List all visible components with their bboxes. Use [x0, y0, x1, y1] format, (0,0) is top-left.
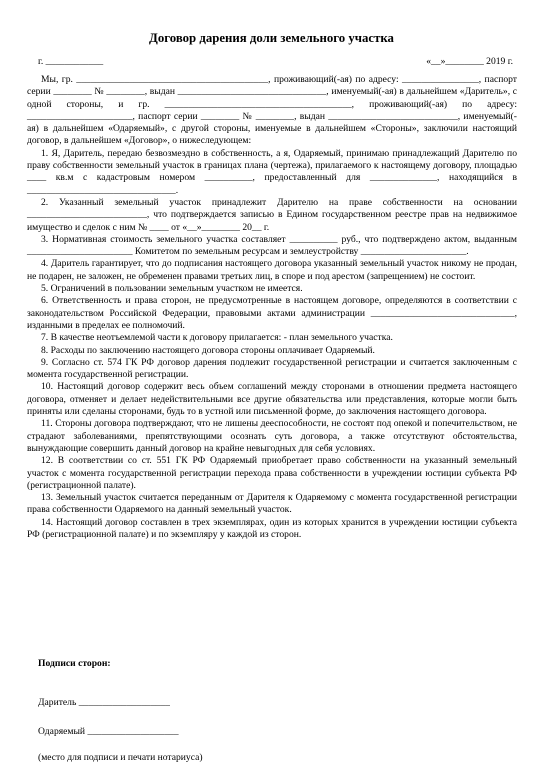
clause-7: 7. В качестве неотъемлемой части к договору прилагается: - план земельного участка. — [41, 332, 393, 344]
clause-2: 2. Указанный земельный участок принадлежит Дарителю на праве собственности на основании _________________________, что подтверждается записью в Едином государственном реестре прав на недвижимое имущество и сделок с ним № ____ от «__»________ 20__ г. — [27, 196, 517, 233]
clause-4: 4. Даритель гарантирует, что до подписания настоящего договора указанный земельный участок никому не продан, не подарен, не заложен, не обременен правами третьих лиц, в споре и под арестом (запрещением) не состоит. — [27, 258, 517, 282]
recipient-signature-line: Одаряемый ___________________ — [38, 726, 179, 737]
city-line: г. ____________ — [38, 56, 104, 67]
clause-12: 12. В соответствии со ст. 551 ГК РФ Одаряемый приобретает право собственности на указанный земельный участок с момента государственной регистрации перехода права собственности в учреждении юстиции субъекта РФ (регистрационной палате). — [27, 455, 517, 491]
clause-13: 13. Земельный участок считается переданным от Дарителя к Одаряемому с момента государственной регистрации права собственности Одаряемого на данный земельный участок. — [27, 492, 517, 516]
signatures-heading: Подписи сторон: — [38, 658, 111, 669]
document-title: Договор дарения доли земельного участка — [149, 31, 394, 45]
clause-6: 6. Ответственность и права сторон, не предусмотренные в настоящем договоре, определяются в соответствии с законодательством Российской Федерации, правовыми актами администрации ______________________________, изданными в пределах ее полномочий. — [27, 295, 517, 331]
clause-9: 9. Согласно ст. 574 ГК РФ договор дарения подлежит государственной регистрации и считается заключенным с момента государственной регистрации. — [27, 356, 517, 381]
clause-11: 11. Стороны договора подтверждают, что не лишены дееспособности, не состоят под опекой и попечительством, не страдают заболеваниями, препятствующими осознать суть договора, а также отсутствуют обстоятельства, вынуждающие совершить данный договор на крайне невыгодных для себя условиях. — [27, 418, 517, 454]
donor-signature-line: Даритель ___________________ — [38, 697, 170, 708]
clause-3: 3. Нормативная стоимость земельного участка составляет __________ руб., что подтверждено актом, выданным ______________________ Комитетом по земельным ресурсам и землеустройству ______________________. — [27, 233, 517, 258]
clause-14: 14. Настоящий договор составлен в трех экземплярах, один из которых хранится в учреждении юстиции субъекта РФ (регистрационной палате) и по экземпляру у каждой из сторон. — [27, 516, 517, 540]
preamble: Мы, гр. ________________________________________, проживающий(-ая) по адресу: ________________, паспорт серии ________ № ________, выдан _______________________________, именуемый(-ая) в дальнейшем «Даритель», с одной стороны, и гр. _______________________________________, проживающий(-ая) по адресу: ______________________, паспорт серии ________ № ________, выдан ___________________________, именуемый(-ая) в дальнейшем «Одаряемый», с другой стороны, именуемые в дальнейшем «Стороны», заключили настоящий договор, в дальнейшем «Договор», о нижеследующем: — [27, 74, 517, 147]
clause-1: 1. Я, Даритель, передаю безвозмездно в собственность, а я, Одаряемый, принимаю принадлежащий Дарителю по праву собственности земельный участок в границах плана (чертежа), прилагаемого к настоящему договору, площадью ____ кв.м с кадастровым номером __________, предоставленный для ______________, находящийся в _______________________________. — [27, 147, 517, 196]
contract-body — [27, 74, 517, 541]
clause-8: 8. Расходы по заключению настоящего договора стороны оплачивает Одаряемый. — [41, 344, 375, 356]
notary-note: (место для подписи и печати нотариуса) — [38, 752, 203, 763]
date-line: «__»________ 2019 г. — [426, 56, 513, 67]
clause-5: 5. Ограничений в пользовании земельным участком не имеется. — [41, 283, 303, 295]
clause-10: 10. Настоящий договор содержит весь объем соглашений между сторонами в отношении предмета настоящего договора, отменяет и делает недействительными все другие обязательства или представления, которые могли быть приняты или сделаны сторонами, будь то в устной или письменной форме, до заключения настоящего договора. — [27, 381, 517, 418]
